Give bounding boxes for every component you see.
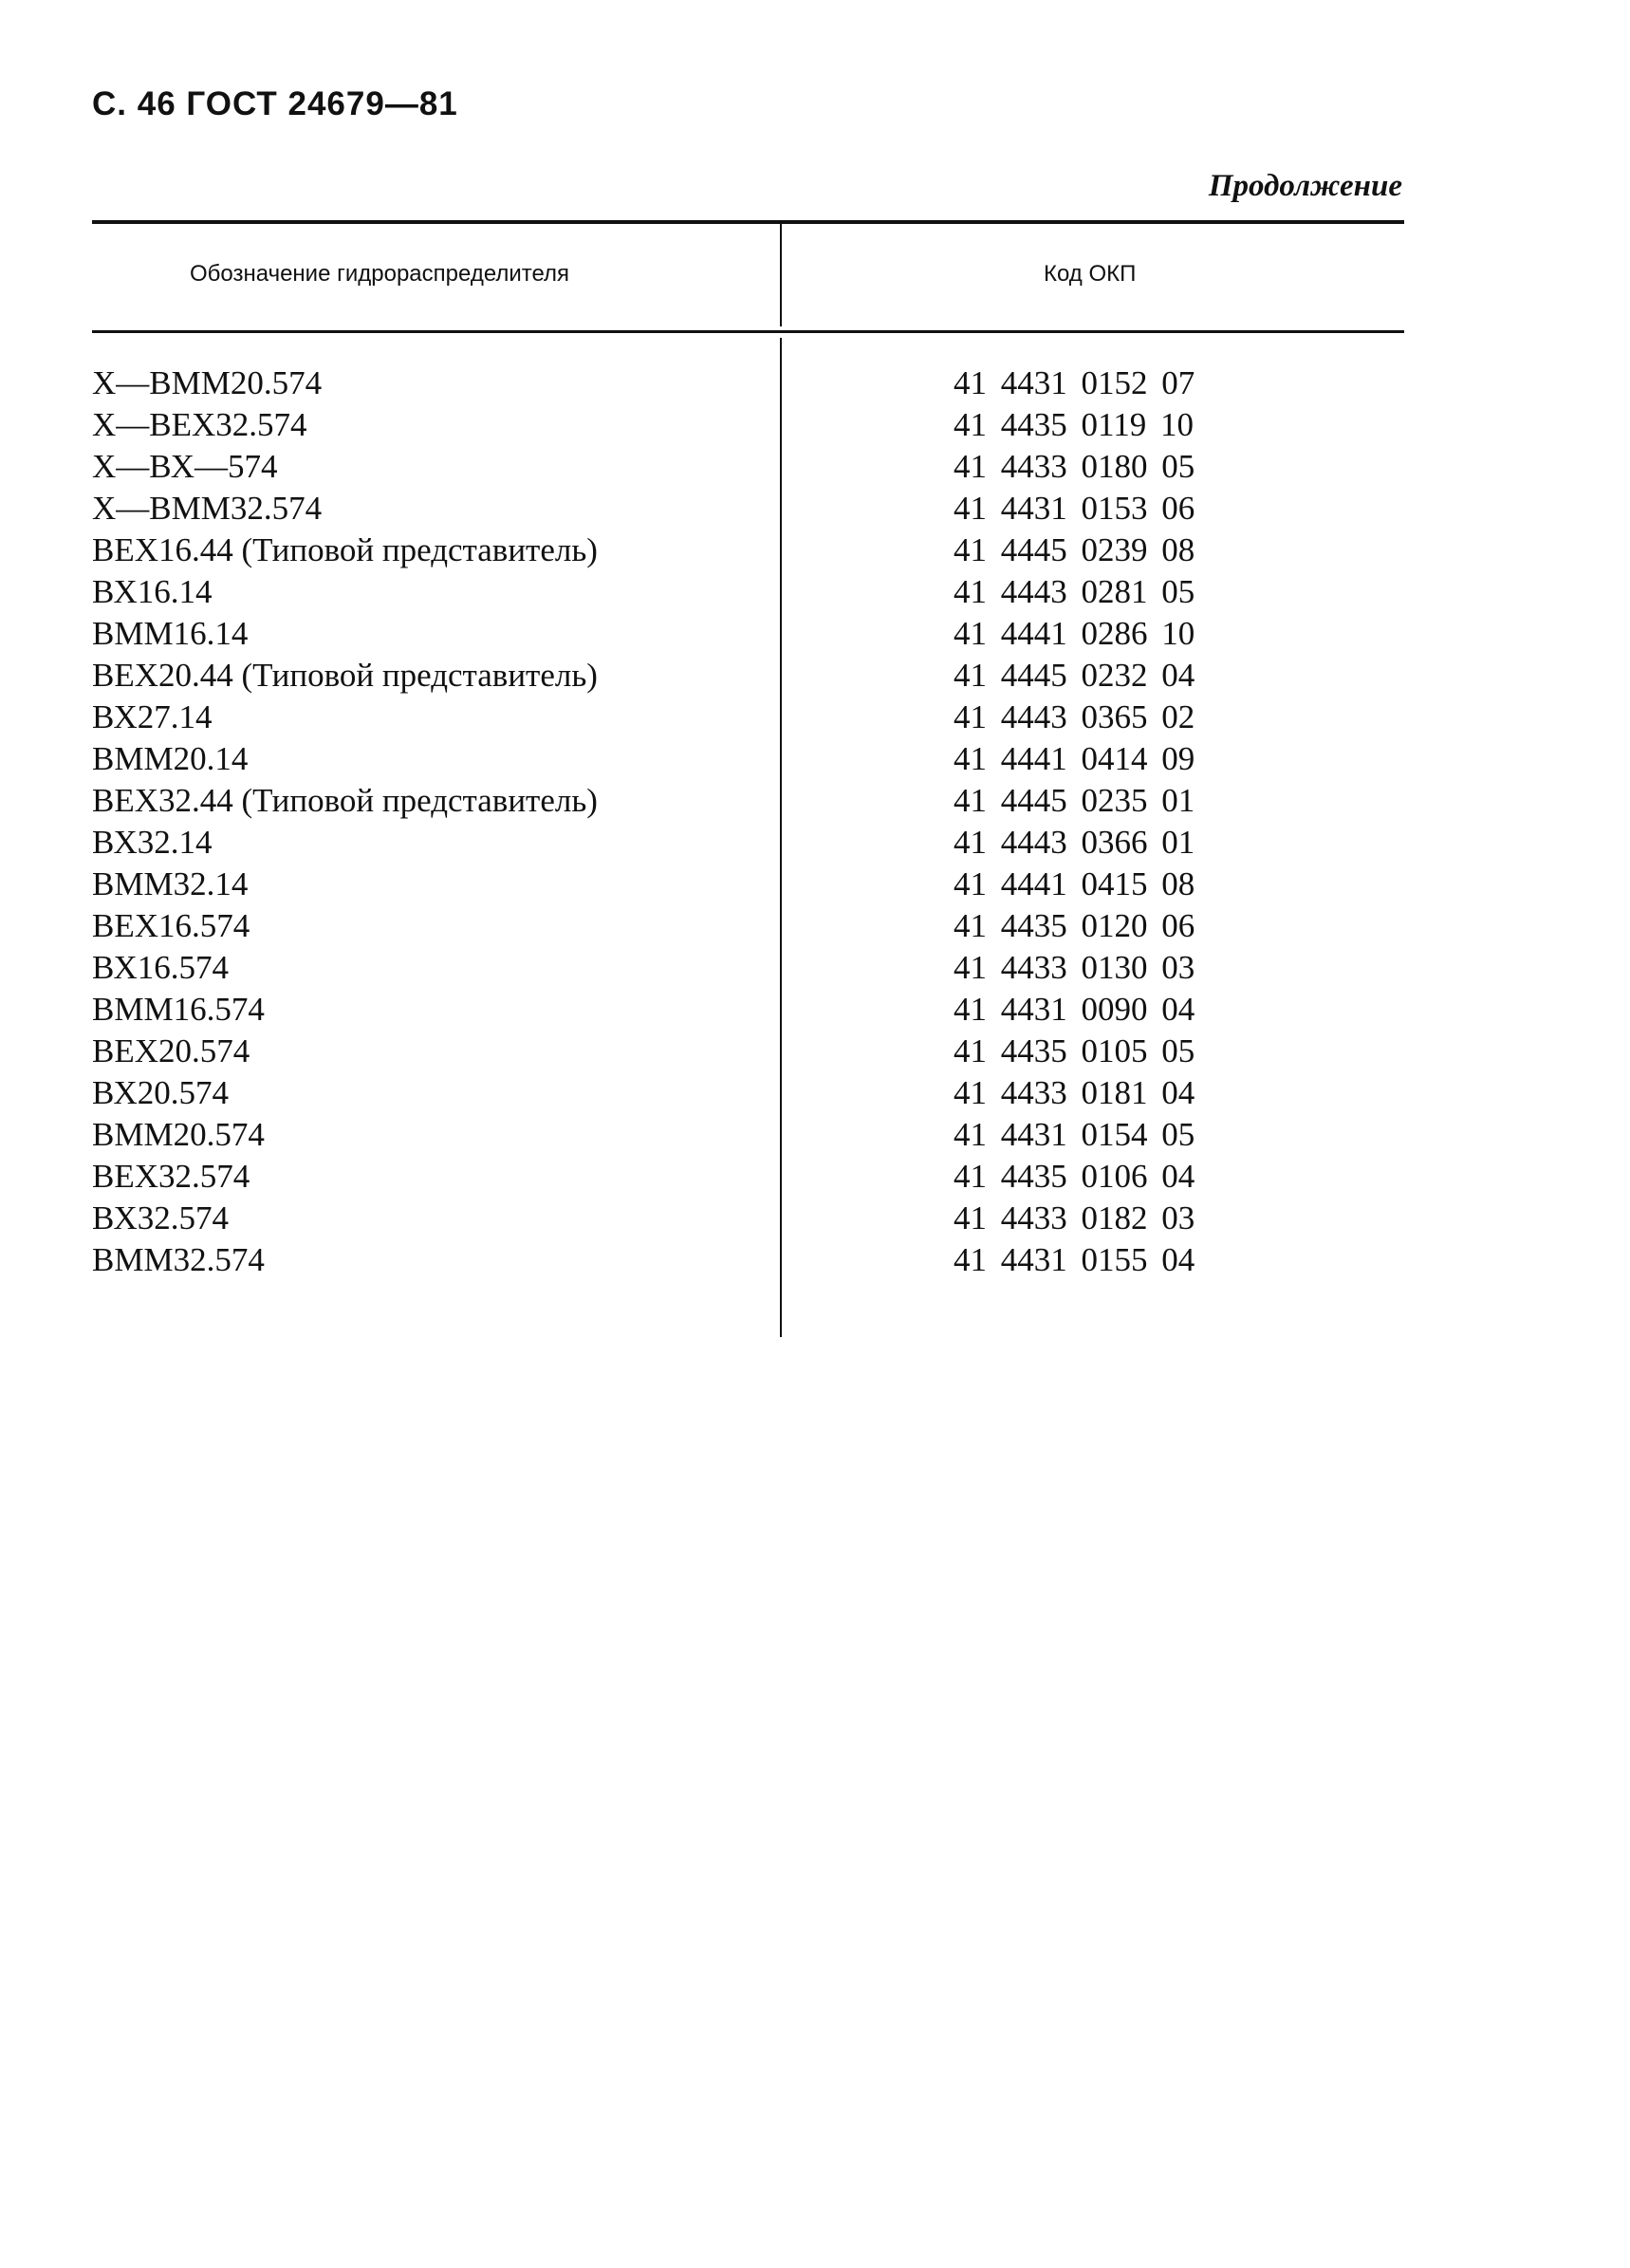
okp-code: 41 4443 0366 01 bbox=[954, 824, 1195, 861]
header-column-divider bbox=[780, 224, 782, 326]
distributor-designation: ВЕХ20.574 bbox=[92, 1032, 250, 1069]
okp-code: 41 4433 0130 03 bbox=[954, 949, 1195, 986]
table-row bbox=[92, 947, 1325, 989]
column-header-okp-code: Код ОКП bbox=[1044, 261, 1137, 287]
table-row bbox=[92, 989, 1325, 1031]
table-row bbox=[92, 363, 1325, 404]
distributor-designation: ВХ20.574 bbox=[92, 1074, 229, 1111]
table-row bbox=[92, 655, 1325, 697]
okp-code: 41 4441 0414 09 bbox=[954, 740, 1195, 777]
distributor-designation: ВММ16.574 bbox=[92, 991, 265, 1028]
distributor-designation: Х—ВММ32.574 bbox=[92, 490, 323, 527]
table-row bbox=[92, 697, 1325, 738]
table-top-rule bbox=[92, 220, 1404, 224]
distributor-designation: ВХ32.14 bbox=[92, 824, 213, 861]
okp-code: 41 4431 0155 04 bbox=[954, 1241, 1195, 1278]
okp-code: 41 4431 0153 06 bbox=[954, 490, 1195, 527]
table-row bbox=[92, 905, 1325, 947]
table-row bbox=[92, 530, 1325, 571]
table-body bbox=[92, 363, 1325, 1281]
okp-code: 41 4443 0281 05 bbox=[954, 573, 1195, 610]
okp-code: 41 4435 0105 05 bbox=[954, 1032, 1195, 1069]
distributor-designation: ВХ16.14 bbox=[92, 573, 213, 610]
table-row bbox=[92, 822, 1325, 864]
okp-code: 41 4435 0120 06 bbox=[954, 907, 1195, 944]
distributor-designation: ВММ20.14 bbox=[92, 740, 249, 777]
okp-code: 41 4441 0286 10 bbox=[954, 615, 1195, 652]
distributor-designation: ВЕХ32.44 (Типовой представитель) bbox=[92, 782, 598, 819]
distributor-designation: ВЕХ16.574 bbox=[92, 907, 250, 944]
page-header: С. 46 ГОСТ 24679—81 bbox=[92, 85, 458, 122]
distributor-designation: Х—ВХ—574 bbox=[92, 448, 278, 485]
table-row bbox=[92, 613, 1325, 655]
table-row bbox=[92, 1114, 1325, 1156]
okp-code: 41 4435 0119 10 bbox=[954, 406, 1194, 443]
table-row bbox=[92, 780, 1325, 822]
okp-code: 41 4433 0182 03 bbox=[954, 1199, 1195, 1236]
distributor-designation: ВММ32.14 bbox=[92, 865, 249, 902]
table-row bbox=[92, 404, 1325, 446]
table-row bbox=[92, 738, 1325, 780]
continuation-label: Продолжение bbox=[1208, 169, 1402, 203]
okp-code: 41 4445 0232 04 bbox=[954, 657, 1195, 694]
distributor-designation: ВЕХ20.44 (Типовой представитель) bbox=[92, 657, 598, 694]
column-header-designation: Обозначение гидрораспределителя bbox=[190, 261, 570, 287]
distributor-designation: Х—ВММ20.574 bbox=[92, 364, 323, 401]
okp-code: 41 4445 0235 01 bbox=[954, 782, 1195, 819]
table-row bbox=[92, 1239, 1325, 1281]
distributor-designation: ВЕХ32.574 bbox=[92, 1158, 250, 1195]
table-row bbox=[92, 1031, 1325, 1072]
distributor-designation: ВММ32.574 bbox=[92, 1241, 265, 1278]
table-row bbox=[92, 446, 1325, 488]
okp-code: 41 4435 0106 04 bbox=[954, 1158, 1195, 1195]
table-row bbox=[92, 1156, 1325, 1198]
distributor-designation: ВХ27.14 bbox=[92, 698, 213, 735]
header-bottom-rule bbox=[92, 330, 1404, 333]
okp-code: 41 4433 0181 04 bbox=[954, 1074, 1195, 1111]
table-row bbox=[92, 1198, 1325, 1239]
okp-code: 41 4431 0090 04 bbox=[954, 991, 1195, 1028]
okp-code: 41 4441 0415 08 bbox=[954, 865, 1195, 902]
okp-code: 41 4445 0239 08 bbox=[954, 531, 1195, 568]
table-row bbox=[92, 571, 1325, 613]
okp-code: 41 4443 0365 02 bbox=[954, 698, 1195, 735]
okp-code: 41 4431 0152 07 bbox=[954, 364, 1195, 401]
distributor-designation: Х—ВЕХ32.574 bbox=[92, 406, 307, 443]
table-row bbox=[92, 1072, 1325, 1114]
distributor-designation: ВММ20.574 bbox=[92, 1116, 265, 1153]
okp-code: 41 4431 0154 05 bbox=[954, 1116, 1195, 1153]
okp-code: 41 4433 0180 05 bbox=[954, 448, 1195, 485]
table-row bbox=[92, 864, 1325, 905]
distributor-designation: ВХ32.574 bbox=[92, 1199, 229, 1236]
distributor-designation: ВХ16.574 bbox=[92, 949, 229, 986]
distributor-designation: ВЕХ16.44 (Типовой представитель) bbox=[92, 531, 598, 568]
distributor-designation: ВММ16.14 bbox=[92, 615, 249, 652]
table-row bbox=[92, 488, 1325, 530]
